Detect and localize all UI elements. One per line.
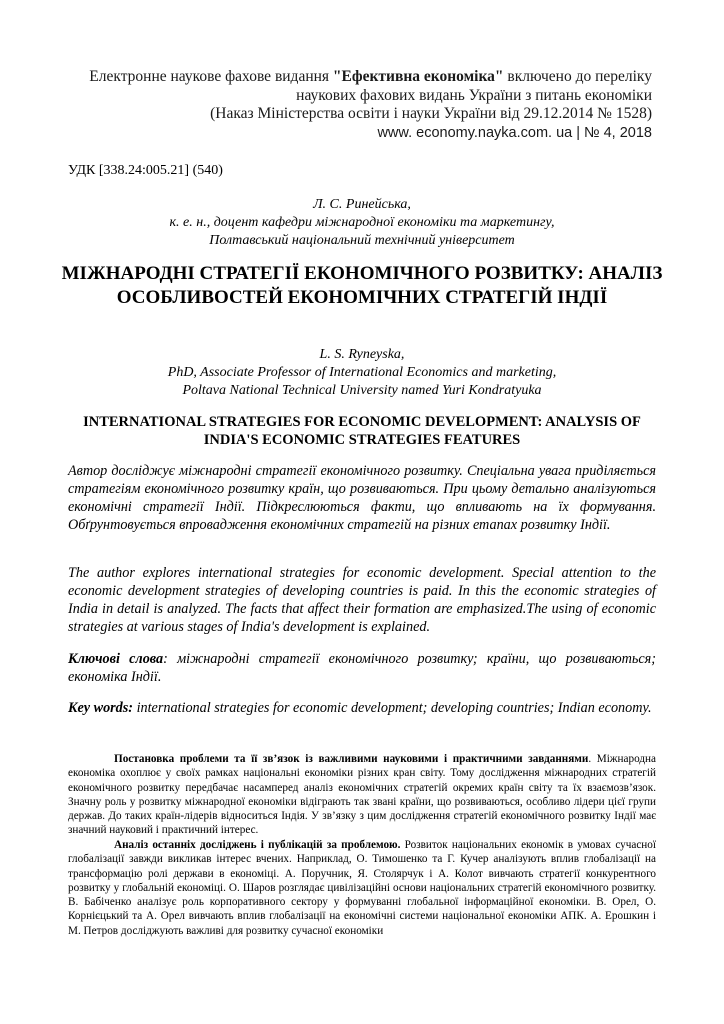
header-line-1-prefix: Електронне наукове фахове видання (89, 68, 333, 85)
keywords-ua (68, 650, 656, 686)
section-problem-statement (68, 752, 656, 838)
article-title-ua: МІЖНАРОДНІ СТРАТЕГІЇ ЕКОНОМІЧНОГО РОЗВИТКУ: АНАЛІЗ ОСОБЛИВОСТЕЙ ЕКОНОМІЧНИХ СТРАТЕГІЙ ІНДІЇ (61, 263, 663, 308)
author-block-ua (0, 196, 724, 250)
keywords-en-label: Key words: (68, 700, 134, 716)
author-name-ua: Л. С. Ринейська, (313, 197, 411, 212)
header-line-1-suffix: включено до переліку (503, 68, 652, 85)
abstract-ua: Автор досліджує міжнародні стратегії економічного розвитку. Спеціальна увага приділяється стратегіям економічного розвитку країн, що розвиваються. При цьому детально аналізуються економічні стратегії Індії. Підкреслюються факти, що впливають на їх формування. Обґрунтовується впровадження економічних стратегій на різних етапах розвитку Індії. (68, 463, 656, 533)
keywords-ua-text: : міжнародні стратегії економічного розвитку; країни, що розвиваються; економіка Індії. (68, 651, 656, 685)
section-literature-heading: Аналіз останніх досліджень і публікацій за проблемою. (114, 839, 401, 851)
section-literature-review (68, 838, 656, 938)
section-problem-heading: Постановка проблеми та її зв’язок із важливими науковими і практичними завданнями (114, 753, 589, 765)
journal-name: "Ефективна економіка" (332, 68, 504, 85)
header-site-issue: www. economy.nayka.com. ua | № 4, 2018 (377, 124, 652, 141)
journal-header (52, 68, 652, 142)
section-literature-text: Розвиток національних економік в умовах сучасної глобалізації завжди викликав інтерес вчених. Наприклад, О. Тимошенко та Г. Кучер аналізують вплив глобалізації на трансформацію ролі держави в економіці. А. Поручник, Я. Столярчук і А. Колот вивчають стратегії конкурентного розвитку у глобальній економіці. О. Шаров розглядає цивілізаційні основи національних стратегій економічного розвитку. В. Бабіченко аналізує роль корпоративного сектору у формуванні глобальної інформаційної економіки. В. Орел, О. Корнієцький та А. Орел вивчають вплив глобалізації на економічні системи національної економіки АПК. А. Ерошкин і М. Петров досліджують важливі для розвитку сучасної економіки (68, 839, 656, 937)
author-affiliation-ua: Полтавський національний технічний університет (209, 233, 515, 248)
author-position-ua: к. е. н., доцент кафедри міжнародної економіки та маркетингу, (169, 215, 555, 230)
author-affiliation-en: Poltava National Technical University named Yuri Kondratyuka (182, 383, 542, 398)
article-title-en: INTERNATIONAL STRATEGIES FOR ECONOMIC DEVELOPMENT: ANALYSIS OF INDIA'S ECONOMIC STRATEGIES FEATURES (83, 414, 641, 448)
header-line-3: (Наказ Міністерства освіти і науки України від 29.12.2014 № 1528) (210, 105, 652, 122)
keywords-ua-label: Ключові слова (68, 651, 164, 667)
author-block-en (0, 346, 724, 400)
keywords-en (68, 699, 656, 717)
header-line-1 (52, 68, 652, 87)
header-line-2: наукових фахових видань України з питань економіки (296, 86, 652, 104)
section-problem-text: . Міжнародна економіка охоплює у своїх рамках національні економіки різних кран світу. Тому дослідження міжнародних стратегій економічного розвитку передбачає насамперед аналіз економічних стратегій окремих країн світу та їх взаємозв’язок. Значну роль у розвитку міжнародної економіки відіграють так звані країни, що розвиваються, особливо лідери цієї групи держав. До таких країн-лідерів відноситься Індія. У зв’язку з цим дослідження стратегій економічного розвитку Індії має значний науковий і практичний інтерес. (68, 753, 656, 837)
author-name-en: L. S. Ryneyska, (319, 347, 405, 362)
keywords-en-text: international strategies for economic development; developing countries; Indian economy. (133, 700, 652, 716)
abstract-en: The author explores international strategies for economic development. Special attention to the economic development strategies of developing countries is paid. In this the economic strategies of India in detail is analyzed. The facts that affect their formation are emphasized.The using of economic strategies at various stages of India's development is explained. (68, 565, 656, 635)
author-position-en: PhD, Associate Professor of International Economics and marketing, (167, 365, 557, 380)
udc-code: УДК [338.24:005.21] (540) (68, 163, 223, 178)
